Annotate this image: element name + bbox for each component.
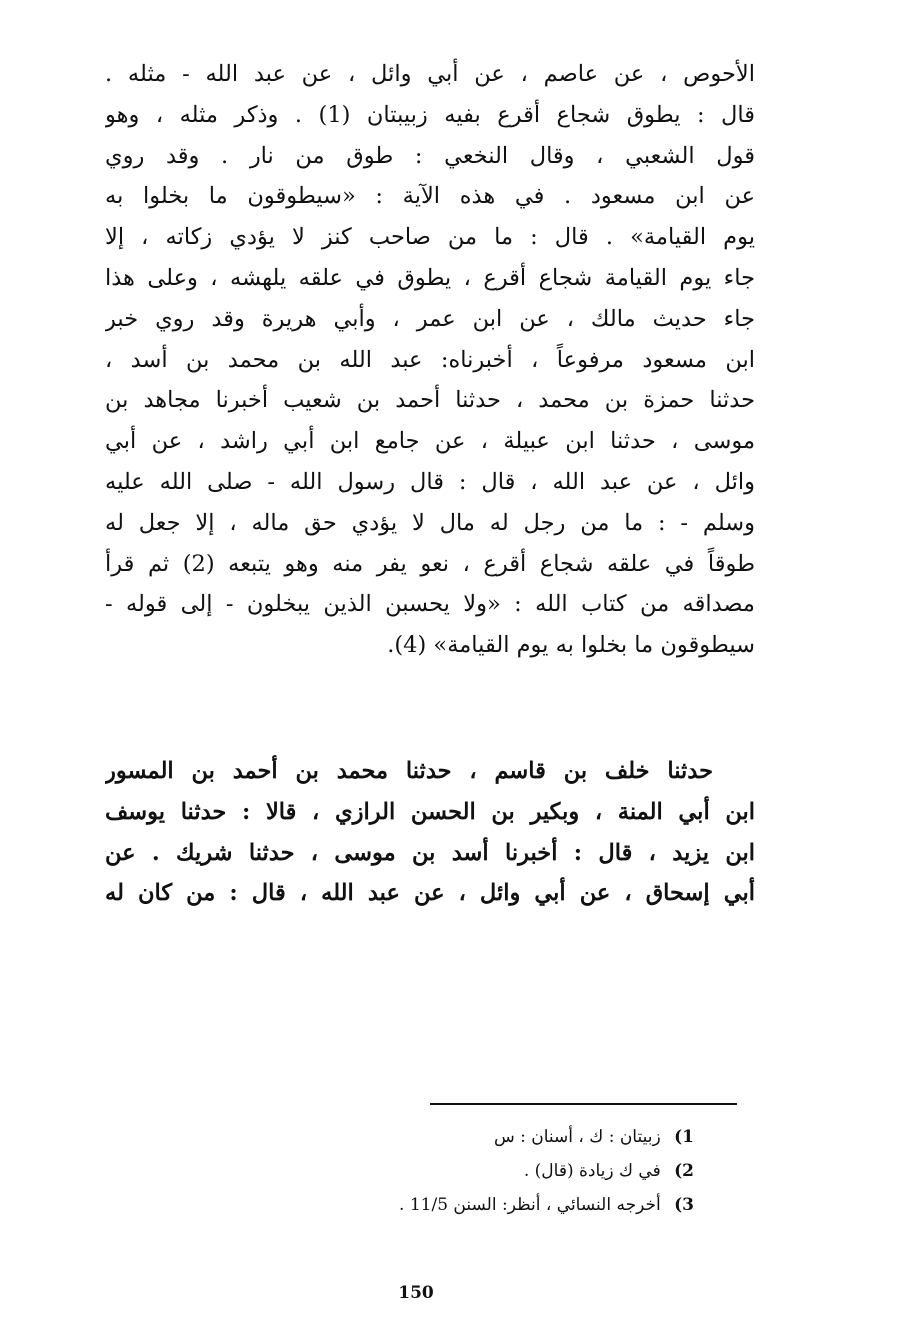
text-line: وائل ، عن عبد الله ، قال : قال رسول الله - صلى الله عليه [105,468,755,495]
text-line: قول الشعبي ، وقال النخعي : طوق من نار . وقد روي [105,142,755,169]
hadith-chain-paragraph [105,751,755,914]
text-line: قال : يطوق شجاع أقرع بفيه زبيبتان (1) . وذكر مثله ، وهو [105,101,755,128]
main-text-paragraph [105,54,755,666]
text-line: سيطوقون ما بخلوا به يوم القيامة» (4). [387,632,755,659]
footnote-text: في ك زيادة (قال) . [523,1161,661,1181]
text-line: جاء حديث مالك ، عن ابن عمر ، وأبي هريرة وقد روي خبر [105,305,755,332]
footnote-number: 2) [674,1161,694,1181]
text-line: طوقاً في علقه شجاع أقرع ، نعو يفر منه وهو يتبعه (2) ثم قرأ [105,550,755,577]
text-line: جاء يوم القيامة شجاع أقرع ، يطوق في علقه يلهشه ، وعلى هذا [105,264,755,291]
text-line: حدثنا خلف بن قاسم ، حدثنا محمد بن أحمد بن المسور [105,758,713,784]
text-line: وسلم - : ما من رجل له مال لا يؤدي حق ماله ، إلا جعل له [105,509,755,536]
page-number: 150 [398,1283,434,1303]
text-line: حدثنا حمزة بن محمد ، حدثنا أحمد بن شعيب أخبرنا مجاهد بن [105,387,755,414]
text-line: عن ابن مسعود . في هذه الآية : «سيطوقون ما بخلوا به [105,183,755,210]
text-line: ابن أبي المنة ، وبكير بن الحسن الرازي ، قالا : حدثنا يوسف [105,798,755,825]
footnote-number: 3) [674,1195,694,1215]
footnote-number: 1) [674,1127,694,1147]
text-line: الأحوص ، عن عاصم ، عن أبي وائل ، عن عبد الله - مثله . [105,61,755,87]
footnote-text: أخرجه النسائي ، أنظر: السنن 11/5 . [399,1195,661,1215]
text-line: موسى ، حدثنا ابن عبيلة ، عن جامع ابن أبي راشد ، عن أبي [105,428,755,455]
text-line: يوم القيامة» . قال : ما من صاحب كنز لا يؤدي زكاته ، إلا [105,224,755,251]
footnote-item [374,1188,694,1222]
footnote-item [374,1120,694,1154]
text-line: ابن يزيد ، قال : أخبرنا أسد بن موسى ، حدثنا شريك . عن [105,839,755,866]
footnote-divider [430,1103,737,1105]
text-line: ابن مسعود مرفوعاً ، أخبرناه: عبد الله بن محمد بن أسد ، [105,346,755,373]
text-line: أبي إسحاق ، عن أبي وائل ، عن عبد الله ، قال : من كان له [105,880,755,907]
footnote-item [374,1154,694,1188]
footnote-text: زبيتان : ك ، أسنان : س [493,1127,661,1147]
footnotes [374,1120,694,1222]
text-line: مصداقه من كتاب الله : «ولا يحسبن الذين يبخلون - إلى قوله - [105,591,755,618]
